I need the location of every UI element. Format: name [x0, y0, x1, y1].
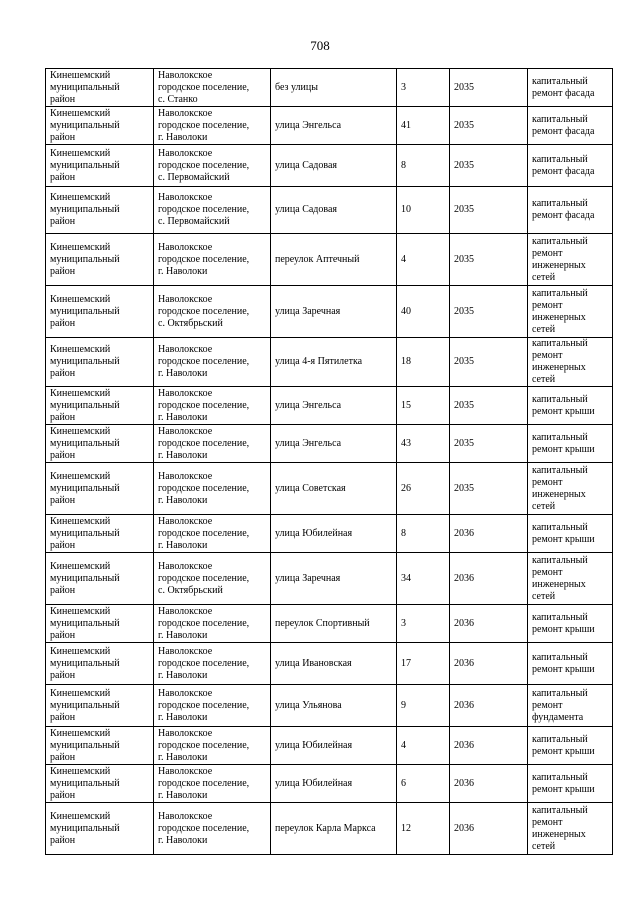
work-type-cell-line: инженерных	[532, 362, 586, 373]
table-row	[46, 553, 613, 605]
district-cell-line: район	[50, 131, 76, 143]
work-type-cell-line: капитальный	[532, 113, 588, 125]
district-cell	[46, 187, 154, 234]
work-type-cell-line: сетей	[532, 323, 556, 335]
settlement-cell-line: городское поселение,	[158, 81, 250, 93]
settlement-cell	[154, 515, 271, 553]
work-type-cell	[528, 553, 613, 605]
house-number-cell: 6	[397, 765, 450, 803]
table-row	[46, 643, 613, 685]
district-cell-line: муниципальный	[50, 572, 120, 584]
settlement-cell-line: с. Октябрьский	[158, 584, 223, 596]
work-type-cell	[528, 387, 613, 425]
settlement-cell-line: Наволокское	[158, 470, 213, 482]
settlement-cell-line: городское поселение,	[158, 204, 250, 215]
settlement-cell-line: городское поселение,	[158, 159, 250, 171]
settlement-cell-line: Наволокское	[158, 560, 213, 572]
settlement-cell-line: городское поселение,	[158, 437, 250, 449]
district-cell-line: муниципальный	[50, 527, 120, 539]
district-cell-line: Кинешемский	[50, 810, 111, 822]
settlement-cell-line: городское поселение,	[158, 572, 250, 584]
district-cell-line: район	[50, 171, 76, 183]
settlement-cell-line: городское поселение,	[158, 253, 250, 265]
work-type-cell-line: инженерных	[532, 488, 586, 500]
table-row	[46, 107, 613, 145]
work-type-cell-line: фундамента	[532, 711, 584, 723]
settlement-cell-line: Наволокское	[158, 515, 213, 527]
work-type-cell-line: ремонт крыши	[532, 443, 595, 455]
district-cell-line: район	[50, 751, 76, 763]
settlement-cell-line: городское поселение,	[158, 527, 250, 539]
street-cell: переулок Карла Маркса	[271, 803, 397, 855]
work-type-cell	[528, 515, 613, 553]
settlement-cell-line: городское поселение,	[158, 356, 250, 367]
district-cell-line: район	[50, 411, 76, 423]
settlement-cell-line: г. Наволоки	[158, 834, 208, 846]
work-type-cell-line: ремонт	[532, 566, 563, 578]
work-type-cell-line: ремонт	[532, 299, 563, 311]
district-cell-line: муниципальный	[50, 739, 120, 751]
district-cell	[46, 286, 154, 338]
table-row	[46, 515, 613, 553]
district-cell	[46, 803, 154, 855]
table-row	[46, 286, 613, 338]
district-cell-line: Кинешемский	[50, 687, 111, 699]
settlement-cell-line: городское поселение,	[158, 119, 250, 131]
settlement-cell	[154, 605, 271, 643]
settlement-cell-line: Наволокское	[158, 645, 213, 657]
settlement-cell-line: городское поселение,	[158, 482, 250, 494]
district-cell	[46, 338, 154, 387]
settlement-cell-line: с. Октябрьский	[158, 317, 223, 329]
district-cell-line: Кинешемский	[50, 107, 111, 119]
house-number-cell: 10	[397, 187, 450, 234]
work-type-cell-line: капитальный	[532, 198, 588, 209]
table-body	[46, 69, 613, 855]
district-cell-line: муниципальный	[50, 657, 120, 669]
table-row	[46, 803, 613, 855]
district-cell-line: муниципальный	[50, 356, 120, 367]
work-type-cell-line: инженерных	[532, 828, 586, 840]
house-number-cell: 43	[397, 425, 450, 463]
district-cell-line: Кинешемский	[50, 147, 111, 159]
settlement-cell-line: г. Наволоки	[158, 539, 208, 551]
work-type-cell	[528, 765, 613, 803]
work-type-cell-line: сетей	[532, 500, 556, 512]
settlement-cell	[154, 145, 271, 187]
year-cell: 2035	[450, 107, 528, 145]
settlement-cell	[154, 387, 271, 425]
district-cell	[46, 727, 154, 765]
work-type-cell-line: ремонт	[532, 247, 563, 259]
district-cell-line: район	[50, 368, 76, 379]
street-cell: улица Юбилейная	[271, 765, 397, 803]
settlement-cell-line: городское поселение,	[158, 777, 250, 789]
district-cell	[46, 515, 154, 553]
settlement-cell-line: городское поселение,	[158, 699, 250, 711]
district-cell-line: Кинешемский	[50, 645, 111, 657]
work-type-cell-line: инженерных	[532, 578, 586, 590]
settlement-cell-line: г. Наволоки	[158, 411, 208, 423]
work-type-cell-line: капитальный	[532, 464, 588, 476]
work-type-cell-line: ремонт фасада	[532, 210, 595, 221]
street-cell: улица Советская	[271, 463, 397, 515]
settlement-cell	[154, 765, 271, 803]
street-cell: улица Заречная	[271, 553, 397, 605]
settlement-cell-line: Наволокское	[158, 765, 213, 777]
work-type-cell-line: капитальный	[532, 521, 588, 533]
work-type-cell-line: ремонт крыши	[532, 533, 595, 545]
settlement-cell	[154, 187, 271, 234]
work-type-cell-line: сетей	[532, 374, 556, 385]
house-number-cell: 12	[397, 803, 450, 855]
house-number-cell: 40	[397, 286, 450, 338]
table-row	[46, 234, 613, 286]
street-cell: улица Юбилейная	[271, 727, 397, 765]
settlement-cell	[154, 553, 271, 605]
settlement-cell-line: г. Наволоки	[158, 368, 208, 379]
district-cell-line: район	[50, 584, 76, 596]
settlement-cell-line: г. Наволоки	[158, 711, 208, 723]
house-number-cell: 9	[397, 685, 450, 727]
district-cell	[46, 425, 154, 463]
work-type-cell	[528, 685, 613, 727]
settlement-cell	[154, 803, 271, 855]
work-type-cell-line: капитальный	[532, 804, 588, 816]
district-cell-line: муниципальный	[50, 699, 120, 711]
house-number-cell: 8	[397, 515, 450, 553]
year-cell: 2036	[450, 765, 528, 803]
table-row	[46, 685, 613, 727]
district-cell-line: район	[50, 265, 76, 277]
district-cell-line: муниципальный	[50, 159, 120, 171]
work-type-cell-line: инженерных	[532, 259, 586, 271]
district-cell-line: муниципальный	[50, 253, 120, 265]
district-cell-line: Кинешемский	[50, 344, 111, 355]
district-cell	[46, 69, 154, 107]
district-cell	[46, 234, 154, 286]
settlement-cell-line: Наволокское	[158, 293, 213, 305]
house-number-cell: 18	[397, 338, 450, 387]
district-cell-line: Кинешемский	[50, 241, 111, 253]
house-number-cell: 3	[397, 69, 450, 107]
district-cell-line: муниципальный	[50, 204, 120, 215]
settlement-cell-line: с. Первомайский	[158, 216, 230, 227]
house-number-cell: 3	[397, 605, 450, 643]
district-cell-line: Кинешемский	[50, 470, 111, 482]
street-cell: улица Энгельса	[271, 425, 397, 463]
settlement-cell-line: Наволокское	[158, 241, 213, 253]
district-cell-line: муниципальный	[50, 437, 120, 449]
settlement-cell-line: Наволокское	[158, 727, 213, 739]
settlement-cell-line: г. Наволоки	[158, 494, 208, 506]
district-cell-line: район	[50, 216, 76, 227]
work-type-cell	[528, 605, 613, 643]
settlement-cell-line: Наволокское	[158, 387, 213, 399]
work-type-cell-line: капитальный	[532, 651, 588, 663]
district-cell-line: Кинешемский	[50, 515, 111, 527]
settlement-cell-line: Наволокское	[158, 687, 213, 699]
work-type-cell	[528, 234, 613, 286]
work-type-cell-line: капитальный	[532, 687, 588, 699]
table-row	[46, 69, 613, 107]
settlement-cell-line: Наволокское	[158, 810, 213, 822]
work-type-cell-line: ремонт крыши	[532, 745, 595, 757]
district-cell-line: муниципальный	[50, 822, 120, 834]
work-type-cell	[528, 187, 613, 234]
settlement-cell-line: Наволокское	[158, 69, 213, 81]
table-row	[46, 727, 613, 765]
work-type-cell-line: капитальный	[532, 75, 588, 87]
house-number-cell: 34	[397, 553, 450, 605]
district-cell-line: район	[50, 317, 76, 329]
table-row	[46, 387, 613, 425]
street-cell: улица Садовая	[271, 145, 397, 187]
work-type-cell-line: ремонт	[532, 816, 563, 828]
table-row	[46, 145, 613, 187]
settlement-cell	[154, 643, 271, 685]
district-cell	[46, 387, 154, 425]
settlement-cell-line: городское поселение,	[158, 399, 250, 411]
settlement-cell-line: г. Наволоки	[158, 449, 208, 461]
district-cell	[46, 643, 154, 685]
work-type-cell-line: ремонт фасада	[532, 165, 595, 177]
settlement-cell	[154, 286, 271, 338]
year-cell: 2035	[450, 69, 528, 107]
district-cell-line: район	[50, 834, 76, 846]
district-cell-line: район	[50, 93, 76, 105]
settlement-cell-line: Наволокское	[158, 192, 213, 203]
settlement-cell-line: с. Станко	[158, 93, 198, 105]
settlement-cell-line: Наволокское	[158, 605, 213, 617]
work-type-cell	[528, 727, 613, 765]
table-row	[46, 765, 613, 803]
work-type-cell-line: капитальный	[532, 153, 588, 165]
work-type-cell-line: ремонт крыши	[532, 405, 595, 417]
house-number-cell: 41	[397, 107, 450, 145]
work-type-cell-line: сетей	[532, 590, 556, 602]
settlement-cell-line: Наволокское	[158, 107, 213, 119]
work-type-cell-line: капитальный	[532, 733, 588, 745]
work-type-cell	[528, 425, 613, 463]
work-type-cell-line: капитальный	[532, 393, 588, 405]
work-type-cell	[528, 107, 613, 145]
year-cell: 2036	[450, 803, 528, 855]
work-type-cell	[528, 69, 613, 107]
house-number-cell: 8	[397, 145, 450, 187]
district-cell-line: Кинешемский	[50, 293, 111, 305]
work-type-cell-line: сетей	[532, 271, 556, 283]
year-cell: 2035	[450, 387, 528, 425]
settlement-cell-line: г. Наволоки	[158, 669, 208, 681]
district-cell	[46, 605, 154, 643]
street-cell: улица Энгельса	[271, 387, 397, 425]
year-cell: 2036	[450, 515, 528, 553]
year-cell: 2036	[450, 553, 528, 605]
work-type-cell-line: ремонт фасада	[532, 125, 595, 137]
settlement-cell	[154, 727, 271, 765]
work-type-cell-line: капитальный	[532, 611, 588, 623]
street-cell: улица Садовая	[271, 187, 397, 234]
district-cell-line: муниципальный	[50, 617, 120, 629]
district-cell-line: район	[50, 669, 76, 681]
street-cell: улица Заречная	[271, 286, 397, 338]
year-cell: 2035	[450, 187, 528, 234]
district-cell	[46, 765, 154, 803]
district-cell-line: Кинешемский	[50, 605, 111, 617]
work-type-cell	[528, 145, 613, 187]
work-type-cell	[528, 338, 613, 387]
settlement-cell-line: Наволокское	[158, 425, 213, 437]
work-type-cell-line: капитальный	[532, 771, 588, 783]
district-cell-line: муниципальный	[50, 81, 120, 93]
work-type-cell	[528, 803, 613, 855]
work-type-cell-line: капитальный	[532, 338, 588, 349]
work-type-cell-line: ремонт	[532, 350, 563, 361]
repair-schedule-table	[45, 68, 613, 855]
work-type-cell	[528, 643, 613, 685]
year-cell: 2035	[450, 338, 528, 387]
district-cell-line: Кинешемский	[50, 387, 111, 399]
district-cell-line: Кинешемский	[50, 560, 111, 572]
district-cell-line: район	[50, 539, 76, 551]
settlement-cell	[154, 338, 271, 387]
district-cell-line: Кинешемский	[50, 192, 111, 203]
table-row	[46, 338, 613, 387]
settlement-cell-line: городское поселение,	[158, 617, 250, 629]
street-cell: без улицы	[271, 69, 397, 107]
year-cell: 2035	[450, 234, 528, 286]
table-row	[46, 425, 613, 463]
district-cell-line: Кинешемский	[50, 425, 111, 437]
house-number-cell: 15	[397, 387, 450, 425]
settlement-cell-line: с. Первомайский	[158, 171, 230, 183]
table-row	[46, 605, 613, 643]
work-type-cell-line: инженерных	[532, 311, 586, 323]
district-cell	[46, 463, 154, 515]
settlement-cell-line: г. Наволоки	[158, 265, 208, 277]
district-cell	[46, 553, 154, 605]
work-type-cell-line: капитальный	[532, 554, 588, 566]
street-cell: переулок Аптечный	[271, 234, 397, 286]
settlement-cell	[154, 234, 271, 286]
settlement-cell	[154, 107, 271, 145]
district-cell-line: муниципальный	[50, 305, 120, 317]
district-cell-line: район	[50, 494, 76, 506]
year-cell: 2035	[450, 145, 528, 187]
house-number-cell: 26	[397, 463, 450, 515]
work-type-cell-line: ремонт крыши	[532, 783, 595, 795]
settlement-cell-line: Наволокское	[158, 344, 213, 355]
district-cell-line: муниципальный	[50, 119, 120, 131]
house-number-cell: 17	[397, 643, 450, 685]
settlement-cell-line: г. Наволоки	[158, 629, 208, 641]
work-type-cell-line: ремонт	[532, 476, 563, 488]
work-type-cell-line: ремонт фасада	[532, 87, 595, 99]
settlement-cell-line: городское поселение,	[158, 739, 250, 751]
house-number-cell: 4	[397, 727, 450, 765]
district-cell-line: муниципальный	[50, 777, 120, 789]
district-cell	[46, 107, 154, 145]
year-cell: 2036	[450, 727, 528, 765]
district-cell-line: район	[50, 629, 76, 641]
settlement-cell-line: г. Наволоки	[158, 131, 208, 143]
settlement-cell-line: городское поселение,	[158, 305, 250, 317]
year-cell: 2035	[450, 286, 528, 338]
street-cell: улица Юбилейная	[271, 515, 397, 553]
work-type-cell-line: сетей	[532, 840, 556, 852]
year-cell: 2036	[450, 605, 528, 643]
settlement-cell	[154, 685, 271, 727]
district-cell	[46, 145, 154, 187]
district-cell-line: район	[50, 449, 76, 461]
settlement-cell	[154, 425, 271, 463]
work-type-cell-line: ремонт крыши	[532, 623, 595, 635]
year-cell: 2036	[450, 643, 528, 685]
table-row	[46, 187, 613, 234]
work-type-cell	[528, 286, 613, 338]
table-row	[46, 463, 613, 515]
district-cell-line: Кинешемский	[50, 765, 111, 777]
settlement-cell-line: городское поселение,	[158, 657, 250, 669]
settlement-cell-line: городское поселение,	[158, 822, 250, 834]
year-cell: 2035	[450, 425, 528, 463]
work-type-cell-line: капитальный	[532, 431, 588, 443]
district-cell-line: муниципальный	[50, 399, 120, 411]
street-cell: улица Энгельса	[271, 107, 397, 145]
street-cell: переулок Спортивный	[271, 605, 397, 643]
work-type-cell-line: капитальный	[532, 235, 588, 247]
settlement-cell-line: г. Наволоки	[158, 789, 208, 801]
year-cell: 2036	[450, 685, 528, 727]
district-cell-line: район	[50, 711, 76, 723]
work-type-cell-line: ремонт крыши	[532, 663, 595, 675]
district-cell-line: район	[50, 789, 76, 801]
district-cell	[46, 685, 154, 727]
work-type-cell-line: ремонт	[532, 699, 563, 711]
district-cell-line: Кинешемский	[50, 69, 111, 81]
settlement-cell	[154, 69, 271, 107]
street-cell: улица 4-я Пятилетка	[271, 338, 397, 387]
work-type-cell-line: капитальный	[532, 287, 588, 299]
street-cell: улица Ивановская	[271, 643, 397, 685]
house-number-cell: 4	[397, 234, 450, 286]
settlement-cell-line: г. Наволоки	[158, 751, 208, 763]
district-cell-line: муниципальный	[50, 482, 120, 494]
settlement-cell	[154, 463, 271, 515]
work-type-cell	[528, 463, 613, 515]
settlement-cell-line: Наволокское	[158, 147, 213, 159]
street-cell: улица Ульянова	[271, 685, 397, 727]
year-cell: 2035	[450, 463, 528, 515]
district-cell-line: Кинешемский	[50, 727, 111, 739]
page-number: 708	[310, 38, 330, 53]
